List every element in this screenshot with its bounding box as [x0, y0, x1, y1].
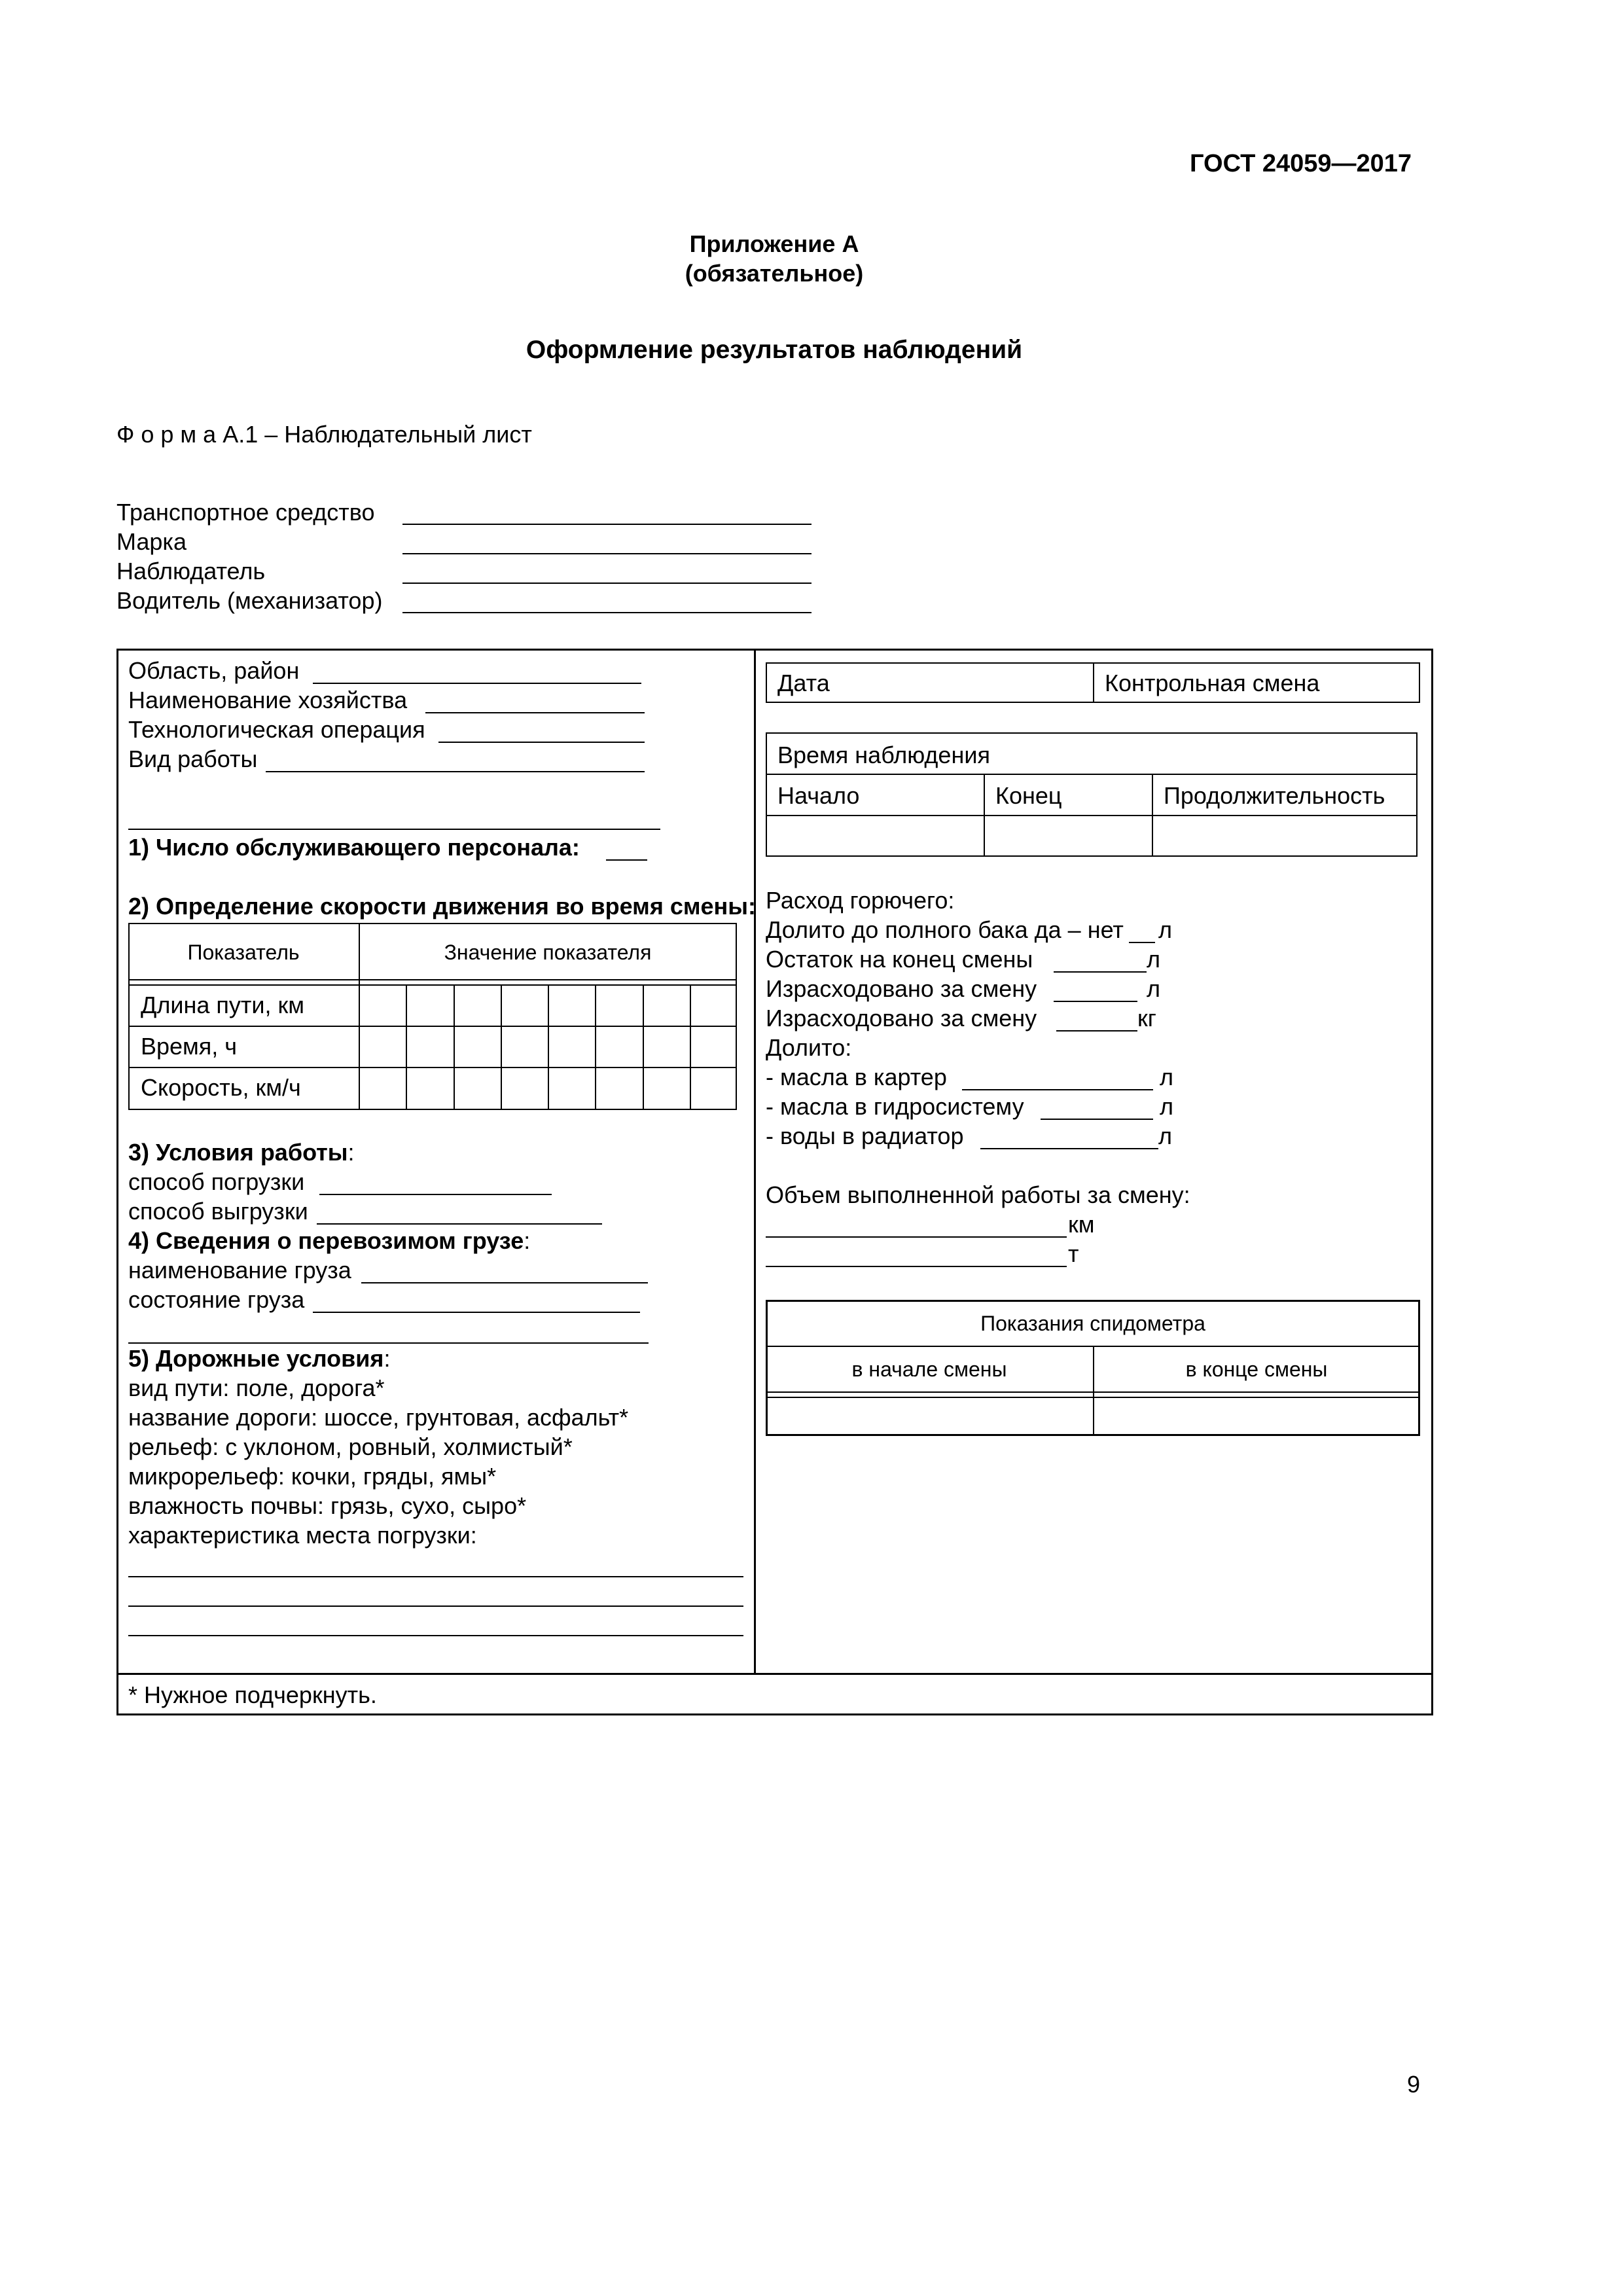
oil-hydro-line[interactable] — [1041, 1119, 1153, 1120]
appendix-note: (обязательное) — [685, 260, 864, 287]
start-label: Начало — [777, 782, 860, 809]
loading-label: способ погрузки — [128, 1168, 305, 1195]
personnel-line[interactable] — [606, 859, 647, 861]
farm-label: Наименование хозяйства — [128, 687, 408, 713]
soil-moisture: влажность почвы: грязь, сухо, сыро* — [128, 1492, 527, 1519]
unloading-line[interactable] — [317, 1223, 602, 1225]
speedometer-title: Показания спидометра — [980, 1312, 1205, 1335]
unit-l: л — [1158, 1122, 1173, 1149]
cargo-name-line[interactable] — [361, 1282, 648, 1283]
speed-row-distance: Длина пути, км — [141, 992, 304, 1018]
unit-l: л — [1160, 1064, 1174, 1090]
field-observer-line[interactable] — [402, 583, 812, 584]
footnote: * Нужное подчеркнуть. — [128, 1681, 377, 1708]
shift-start-label: в начале смены — [851, 1357, 1007, 1381]
speed-grid-line — [406, 984, 407, 1110]
unit-kg: кг — [1137, 1005, 1156, 1031]
field-vehicle-label: Транспортное средство — [116, 499, 375, 526]
standard-number: ГОСТ 24059—2017 — [1190, 150, 1412, 177]
speed-row-time: Время, ч — [141, 1033, 238, 1060]
fuel-topped-label: Долито до полного бака да – нет — [766, 916, 1124, 943]
field-vehicle-line[interactable] — [402, 524, 812, 525]
appendix-title: Приложение А — [689, 230, 859, 257]
oil-crank-label: - масла в картер — [766, 1064, 947, 1090]
operation-label: Технологическая операция — [128, 716, 425, 743]
water-rad-label: - воды в радиатор — [766, 1122, 964, 1149]
speed-grid-line — [548, 984, 549, 1110]
speed-grid-line — [454, 984, 455, 1110]
work-km-line[interactable] — [766, 1236, 1067, 1238]
unit-l: л — [1147, 946, 1161, 973]
speed-grid-line — [690, 984, 691, 1110]
cargo-state-label: состояние груза — [128, 1286, 305, 1313]
oil-hydro-label: - масла в гидросистему — [766, 1093, 1024, 1120]
fuel-used-kg-line[interactable] — [1056, 1030, 1137, 1031]
speed-grid-line — [643, 984, 644, 1110]
shift-end-label: в конце смены — [1185, 1357, 1328, 1381]
field-brand-label: Марка — [116, 528, 187, 555]
field-observer-label: Наблюдатель — [116, 558, 266, 584]
fuel-topped-line[interactable] — [1129, 942, 1155, 943]
loading-site-line-3[interactable] — [128, 1635, 743, 1636]
cargo-state-line[interactable] — [313, 1312, 640, 1313]
fuel-left-line[interactable] — [1054, 971, 1147, 973]
field-driver-line[interactable] — [402, 612, 812, 613]
unloading-label: способ выгрузки — [128, 1198, 308, 1225]
footnote-divider — [117, 1673, 1433, 1675]
end-cell[interactable] — [985, 816, 1151, 855]
page-number: 9 — [1407, 2071, 1421, 2098]
unit-l: л — [1147, 975, 1161, 1002]
unit-t: т — [1068, 1240, 1079, 1267]
unit-l: л — [1160, 1093, 1174, 1120]
oil-crank-line[interactable] — [962, 1089, 1153, 1090]
section-road: 5) Дорожные условия: — [128, 1345, 391, 1372]
speed-grid-line — [501, 984, 502, 1110]
work-volume-label: Объем выполненной работы за смену: — [766, 1181, 1190, 1208]
road-type: вид пути: поле, дорога* — [128, 1374, 385, 1401]
field-driver-label: Водитель (механизатор) — [116, 587, 383, 614]
speedometer-end-cell[interactable] — [1094, 1398, 1418, 1434]
speed-col-value: Значение показателя — [444, 941, 652, 964]
page-title: Оформление результатов наблюдений — [526, 336, 1023, 364]
farm-line[interactable] — [425, 712, 645, 713]
start-cell[interactable] — [767, 816, 983, 855]
added-label: Долито: — [766, 1034, 852, 1061]
section-cargo: 4) Сведения о перевозимом грузе: — [128, 1227, 531, 1254]
date-label: Дата — [777, 670, 830, 696]
speed-col-indicator: Показатель — [187, 941, 300, 964]
column-divider — [754, 649, 756, 1674]
fuel-left-label: Остаток на конец смены — [766, 946, 1033, 973]
road-microrelief: микрорельеф: кочки, гряды, ямы* — [128, 1463, 497, 1490]
duration-label: Продолжительность — [1164, 782, 1385, 809]
section-speed: 2) Определение скорости движения во время смены: — [128, 893, 756, 920]
fuel-used-l-line[interactable] — [1054, 1001, 1137, 1002]
form-caption: Ф о р м а А.1 – Наблюдательный лист — [116, 421, 532, 448]
loading-site-line-2[interactable] — [128, 1605, 743, 1607]
end-label: Конец — [995, 782, 1062, 809]
section-conditions: 3) Условия работы: — [128, 1139, 355, 1166]
duration-cell[interactable] — [1153, 816, 1416, 855]
section-personnel: 1) Число обслуживающего персонала: — [128, 834, 580, 861]
fuel-used-l-label: Израсходовано за смену — [766, 975, 1037, 1002]
work-t-line[interactable] — [766, 1266, 1067, 1267]
speed-row-speed: Скорость, км/ч — [141, 1074, 301, 1101]
unit-l: л — [1158, 916, 1173, 943]
field-brand-line[interactable] — [402, 553, 812, 554]
cargo-name-label: наименование груза — [128, 1257, 351, 1283]
control-shift-label: Контрольная смена — [1105, 670, 1320, 696]
loading-site-line-1[interactable] — [128, 1576, 743, 1577]
fuel-used-kg-label: Израсходовано за смену — [766, 1005, 1037, 1031]
loading-line[interactable] — [319, 1194, 552, 1195]
fuel-title: Расход горючего: — [766, 887, 955, 914]
water-rad-line[interactable] — [980, 1148, 1158, 1149]
speed-grid-line — [595, 984, 596, 1110]
road-name: название дороги: шоссе, грунтовая, асфальт* — [128, 1404, 629, 1431]
work-type-label: Вид работы — [128, 745, 258, 772]
work-type-line[interactable] — [266, 771, 645, 772]
loading-site: характеристика места погрузки: — [128, 1522, 477, 1549]
region-line[interactable] — [313, 683, 641, 684]
extra-line[interactable] — [128, 829, 660, 830]
road-relief: рельеф: с уклоном, ровный, холмистый* — [128, 1433, 573, 1460]
speedometer-start-cell[interactable] — [768, 1398, 1092, 1434]
region-label: Область, район — [128, 657, 300, 684]
unit-km: км — [1068, 1211, 1095, 1238]
obs-time-label: Время наблюдения — [777, 742, 990, 768]
operation-line[interactable] — [438, 742, 645, 743]
